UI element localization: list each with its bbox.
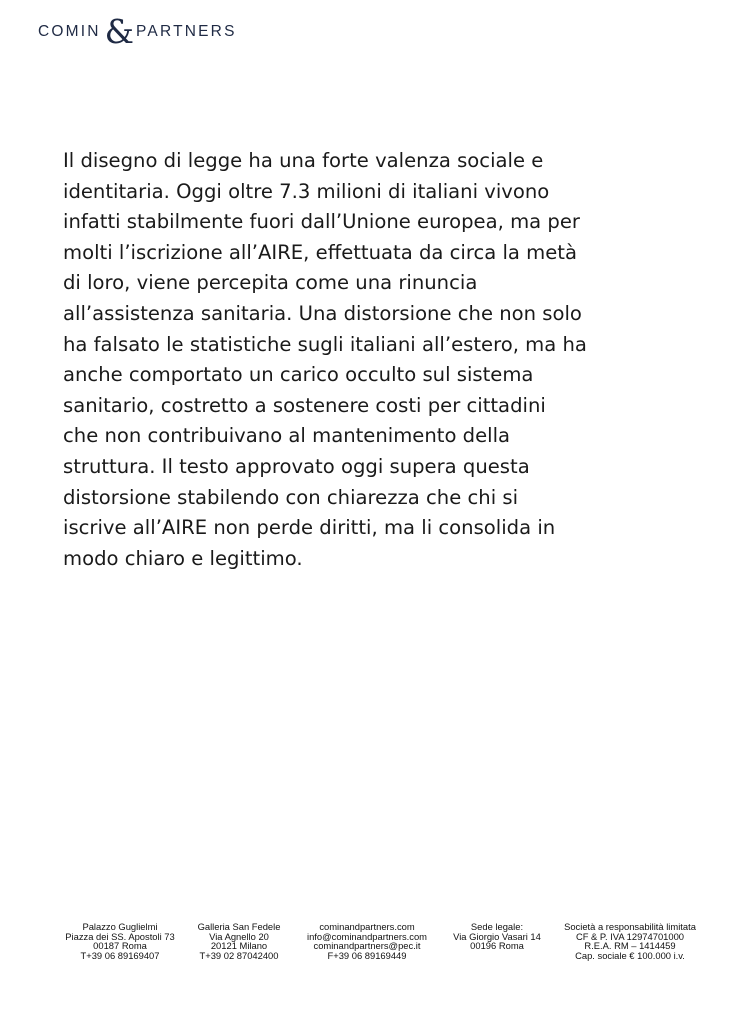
footer-line: 20121 Milano: [210, 940, 268, 952]
paragraph-line: sanitario, costretto a sostenere costi per cittadini: [63, 393, 546, 417]
footer-line: Palazzo Guglielmi: [82, 921, 158, 932]
logo-text-partners: PARTNERS: [136, 23, 237, 40]
paragraph-line: identitaria. Oggi oltre 7.3 milioni di italiani vivono: [63, 179, 550, 203]
logo-ampersand: &: [104, 11, 135, 51]
footer-rome-office: [58, 922, 182, 960]
paragraph-line: molti l’iscrizione all’AIRE, effettuata da circa la metà: [63, 240, 577, 264]
paragraph-line: anche comportato un carico occulto sul sistema: [63, 363, 534, 387]
footer-line: Cap. sociale € 100.000 i.v.: [575, 949, 685, 961]
footer-line: Via Agnello 20: [209, 930, 269, 942]
footer-line: R.E.A. RM – 1414459: [584, 940, 676, 952]
body-paragraph: [63, 146, 683, 574]
paragraph-line: iscrive all’AIRE non perde diritti, ma li consolida in: [63, 516, 556, 540]
paragraph-line: infatti stabilmente fuori dall’Unione europea, ma per: [63, 210, 580, 234]
footer-line: T+39 06 89169407: [80, 949, 160, 961]
footer-line: T+39 02 87042400: [199, 949, 279, 961]
footer-milan-office: [186, 922, 292, 960]
paragraph-line: di loro, viene percepita come una rinuncia: [63, 271, 478, 295]
page-footer: [0, 922, 737, 966]
footer-contacts: [301, 922, 433, 960]
footer-pec: cominandpartners@pec.it: [313, 940, 421, 952]
footer-line: Sede legale:: [470, 921, 524, 932]
logo-text-comin: COMIN: [38, 23, 101, 40]
footer-website: cominandpartners.com: [319, 921, 415, 932]
paragraph-line: struttura. Il testo approvato oggi supera questa: [63, 454, 530, 478]
footer-fax: F+39 06 89169449: [327, 949, 407, 961]
paragraph-line: modo chiaro e legittimo.: [63, 546, 303, 570]
footer-line: Via Giorgio Vasari 14: [453, 930, 541, 942]
footer-line: 00196 Roma: [470, 940, 524, 952]
footer-registered-office: [446, 922, 548, 951]
company-logo: [38, 11, 237, 51]
footer-line: 00187 Roma: [93, 940, 147, 952]
footer-email: info@cominandpartners.com: [307, 930, 427, 942]
footer-line: CF & P. IVA 12974701000: [575, 930, 685, 942]
paragraph-line: all’assistenza sanitaria. Una distorsione che non solo: [63, 301, 582, 325]
paragraph-line: che non contribuivano al mantenimento della: [63, 424, 511, 448]
paragraph-line: Il disegno di legge ha una forte valenza sociale e: [63, 149, 544, 172]
paragraph-line: distorsione stabilendo con chiarezza che chi si: [63, 485, 519, 509]
paragraph-line: ha falsato le statistiche sugli italiani all’estero, ma ha: [63, 332, 587, 356]
footer-line: Galleria San Fedele: [197, 921, 281, 932]
footer-line: Società a responsabilità limitata: [564, 921, 696, 932]
footer-company-info: [558, 922, 702, 960]
footer-line: Piazza dei SS. Apostoli 73: [65, 930, 175, 942]
